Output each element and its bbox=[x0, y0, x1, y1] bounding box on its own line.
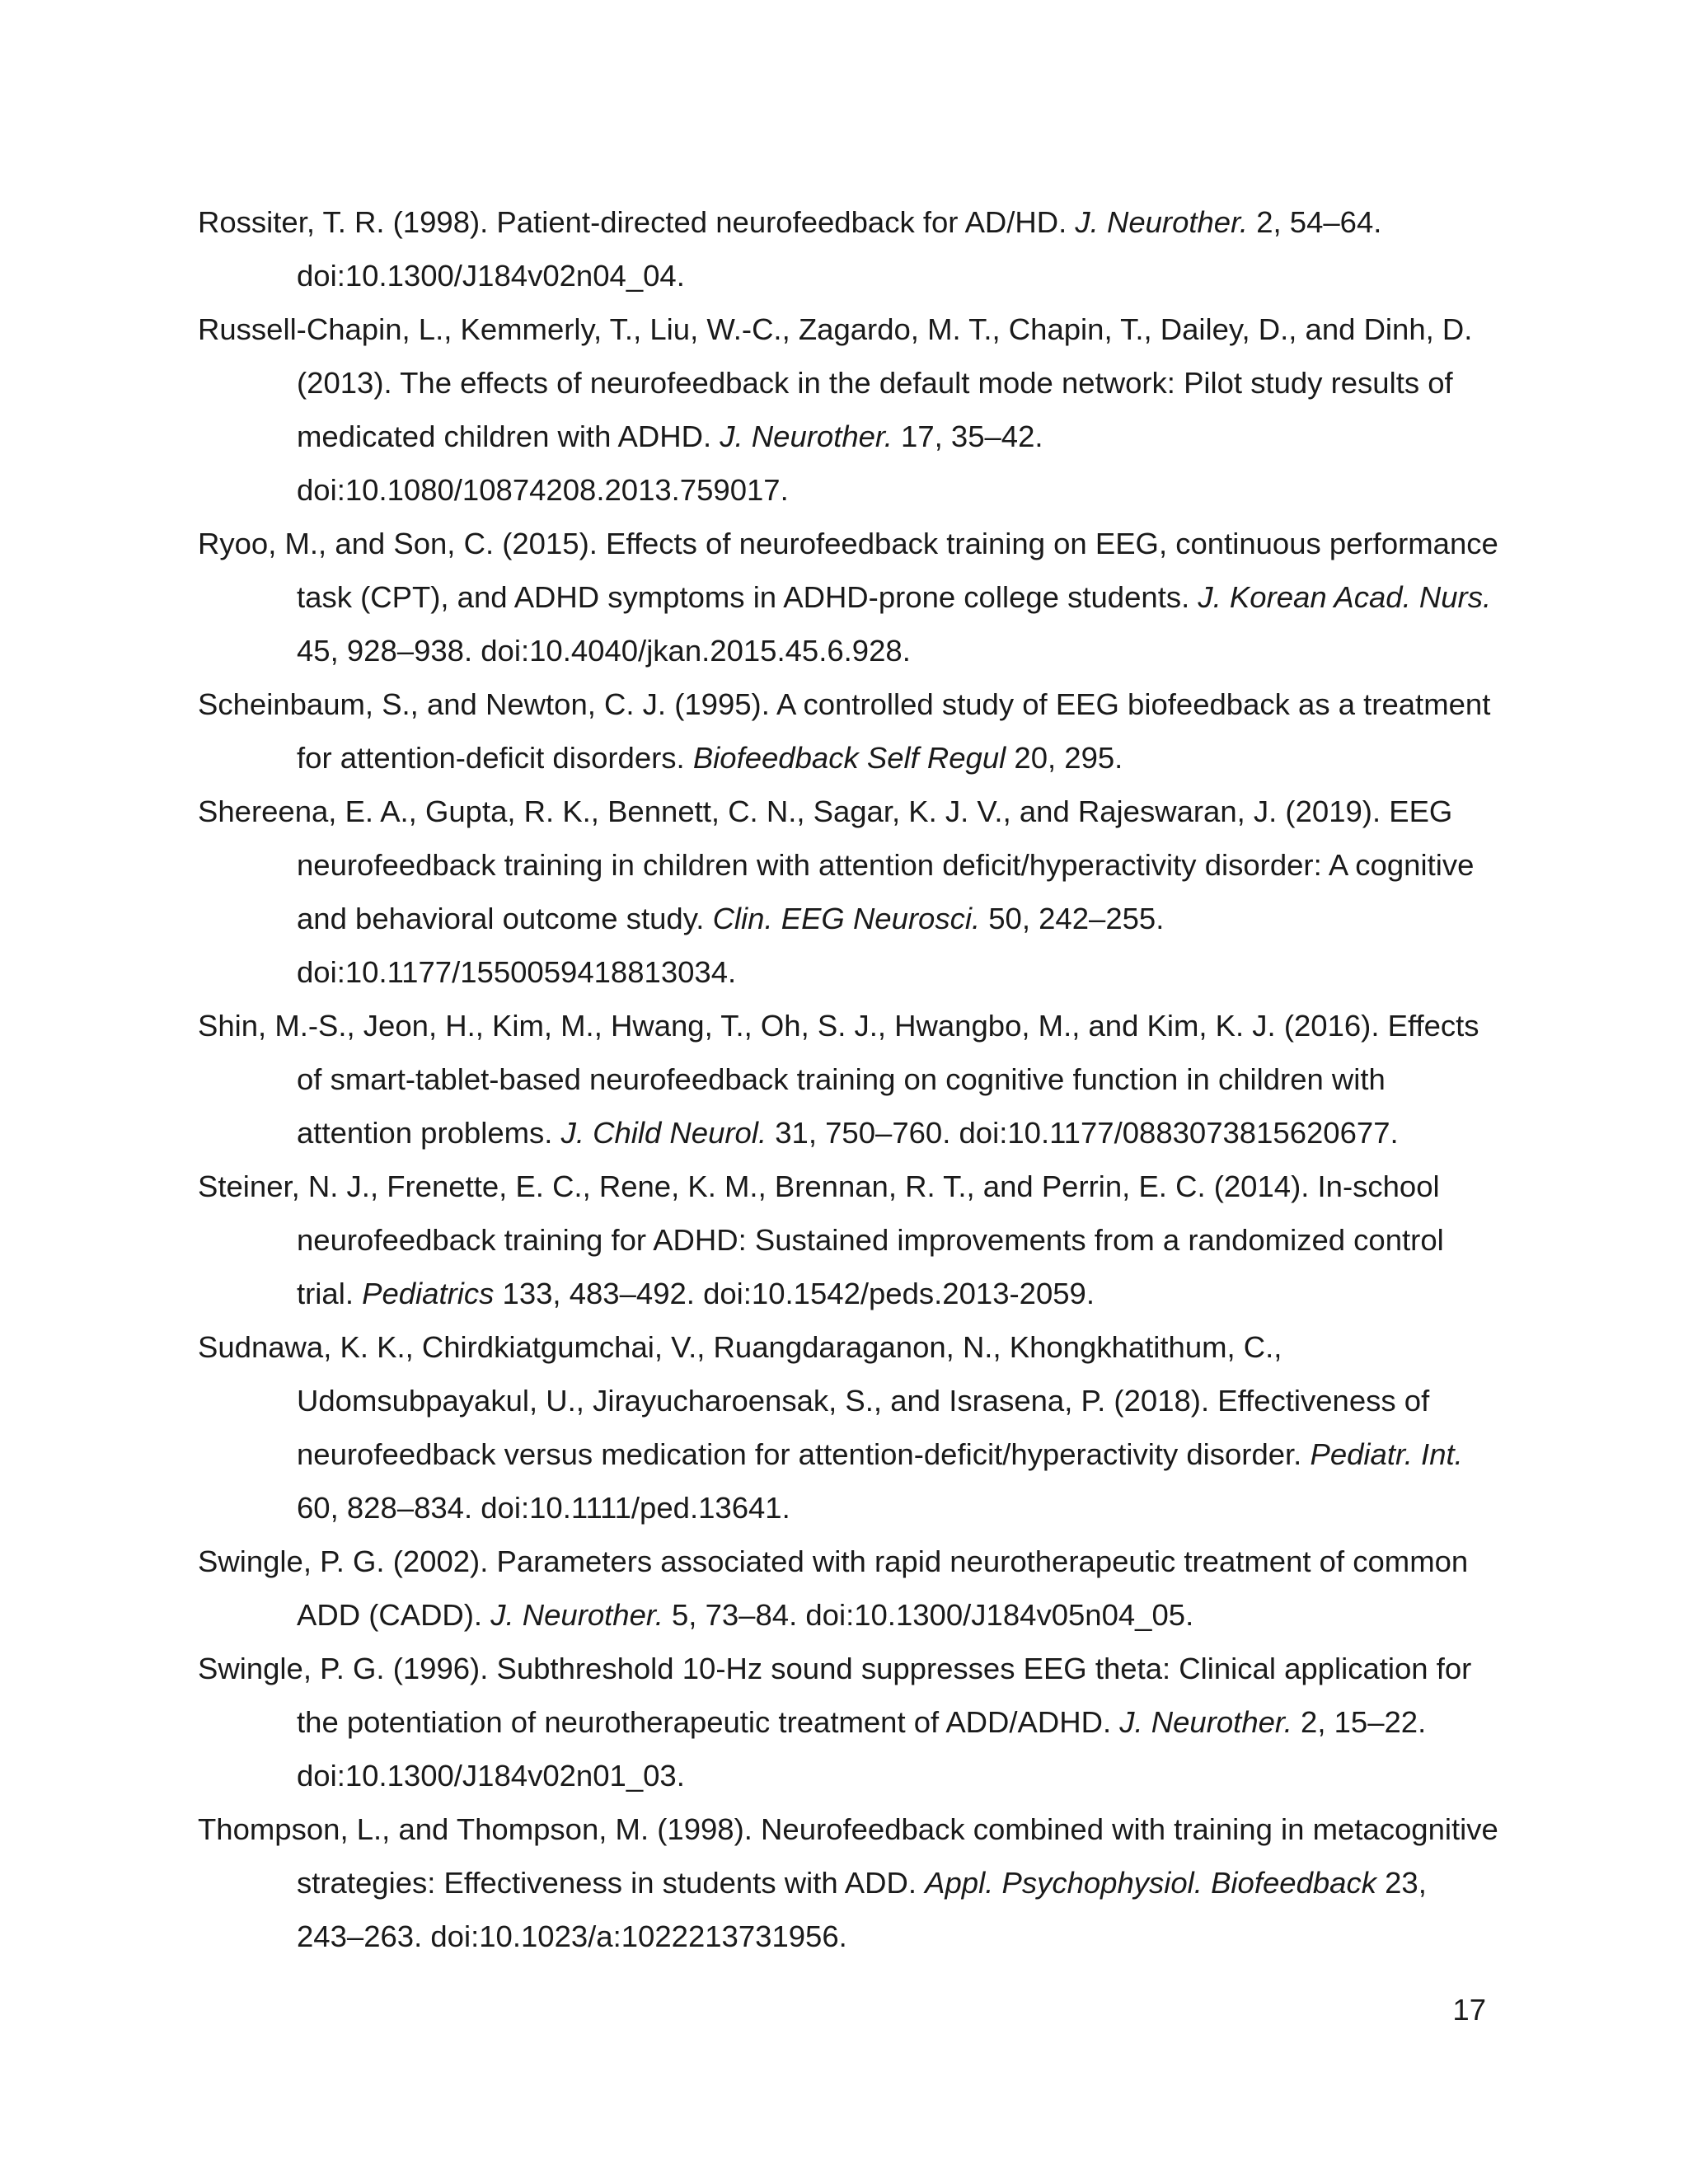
journal-name: Biofeedback Self Regul bbox=[692, 741, 1006, 775]
reference-details: 2, 15–22. doi:10.1300/J184v02n01_03. bbox=[297, 1705, 1427, 1793]
reference-text: Swingle, P. G. (1996). Subthreshold 10-Hz sound suppresses EEG theta: Clinical application for the potentiation of neurotherapeutic treatment of ADD/ADHD. bbox=[198, 1652, 1472, 1739]
reference-text: Rossiter, T. R. (1998). Patient-directed neurofeedback for AD/HD. bbox=[198, 205, 1076, 239]
reference-entry bbox=[198, 1642, 1500, 1802]
reference-details: 31, 750–760. doi:10.1177/0883073815620677. bbox=[767, 1116, 1399, 1150]
reference-entry bbox=[198, 999, 1500, 1160]
reference-text: Scheinbaum, S., and Newton, C. J. (1995). A controlled study of EEG biofeedback as a treatment for attention-deficit disorders. bbox=[198, 687, 1491, 775]
reference-entry bbox=[198, 195, 1500, 302]
journal-name: Pediatr. Int. bbox=[1310, 1437, 1463, 1471]
reference-text: Thompson, L., and Thompson, M. (1998). Neurofeedback combined with training in metacognitive strategies: Effectiveness in students with ADD. bbox=[198, 1812, 1498, 1900]
reference-list bbox=[198, 195, 1500, 1963]
reference-details: 60, 828–834. doi:10.1111/ped.13641. bbox=[297, 1491, 790, 1525]
journal-name: Appl. Psychophysiol. Biofeedback bbox=[925, 1866, 1376, 1900]
reference-entry bbox=[198, 1802, 1500, 1963]
page-number: 17 bbox=[1452, 1993, 1486, 2027]
reference-details: 23, 243–263. doi:10.1023/a:1022213731956. bbox=[297, 1866, 1427, 1953]
reference-details: 2, 54–64. doi:10.1300/J184v02n04_04. bbox=[297, 205, 1382, 293]
reference-entry bbox=[198, 1320, 1500, 1535]
reference-details: 50, 242–255. doi:10.1177/1550059418813034. bbox=[297, 902, 1165, 989]
reference-details: 5, 73–84. doi:10.1300/J184v05n04_05. bbox=[663, 1598, 1194, 1632]
reference-details: 17, 35–42. doi:10.1080/10874208.2013.759017. bbox=[297, 419, 1043, 507]
reference-entry bbox=[198, 677, 1500, 785]
reference-details: 45, 928–938. doi:10.4040/jkan.2015.45.6.928. bbox=[297, 634, 911, 668]
reference-entry bbox=[198, 302, 1500, 517]
reference-text: Shereena, E. A., Gupta, R. K., Bennett, C. N., Sagar, K. J. V., and Rajeswaran, J. (2019). EEG neurofeedback training in children with attention deficit/hyperactivity disorder: A cognitive and behavioral outcome study. bbox=[198, 794, 1475, 935]
reference-entry bbox=[198, 1535, 1500, 1642]
reference-details: 20, 295. bbox=[1006, 741, 1123, 775]
reference-entry bbox=[198, 785, 1500, 999]
reference-text: Swingle, P. G. (2002). Parameters associated with rapid neurotherapeutic treatment of common ADD (CADD). bbox=[198, 1544, 1469, 1632]
reference-text: Shin, M.-S., Jeon, H., Kim, M., Hwang, T., Oh, S. J., Hwangbo, M., and Kim, K. J. (2016). Effects of smart-tablet-based neurofeedback training on cognitive function in children with attention problems. bbox=[198, 1009, 1479, 1150]
journal-name: J. Neurother. bbox=[720, 419, 893, 453]
journal-name: J. Child Neurol. bbox=[560, 1116, 767, 1150]
journal-name: J. Korean Acad. Nurs. bbox=[1198, 580, 1492, 614]
reference-text: Steiner, N. J., Frenette, E. C., Rene, K. M., Brennan, R. T., and Perrin, E. C. (2014). In-school neurofeedback training for ADHD: Sustained improvements from a randomized control trial. bbox=[198, 1169, 1444, 1310]
reference-text: Sudnawa, K. K., Chirdkiatgumchai, V., Ruangdaraganon, N., Khongkhatithum, C., Udomsubpayakul, U., Jirayucharoensak, S., and Israsena, P. (2018). Effectiveness of neurofeedback versus medication for attention-deficit/hyperactivity disorder. bbox=[198, 1330, 1430, 1471]
journal-name: J. Neurother. bbox=[490, 1598, 663, 1632]
reference-details: 133, 483–492. doi:10.1542/peds.2013-2059. bbox=[494, 1277, 1095, 1310]
journal-name: J. Neurother. bbox=[1075, 205, 1249, 239]
reference-text: Ryoo, M., and Son, C. (2015). Effects of neurofeedback training on EEG, continuous performance task (CPT), and ADHD symptoms in ADHD-prone college students. bbox=[198, 527, 1498, 614]
journal-name: Clin. EEG Neurosci. bbox=[712, 902, 981, 935]
journal-name: Pediatrics bbox=[362, 1277, 495, 1310]
reference-text: Russell-Chapin, L., Kemmerly, T., Liu, W.-C., Zagardo, M. T., Chapin, T., Dailey, D., and Dinh, D. (2013). The effects of neurofeedback in the default mode network: Pilot study results of medicated children with ADHD. bbox=[198, 312, 1473, 453]
reference-entry bbox=[198, 1160, 1500, 1320]
reference-entry bbox=[198, 517, 1500, 677]
journal-name: J. Neurother. bbox=[1119, 1705, 1292, 1739]
